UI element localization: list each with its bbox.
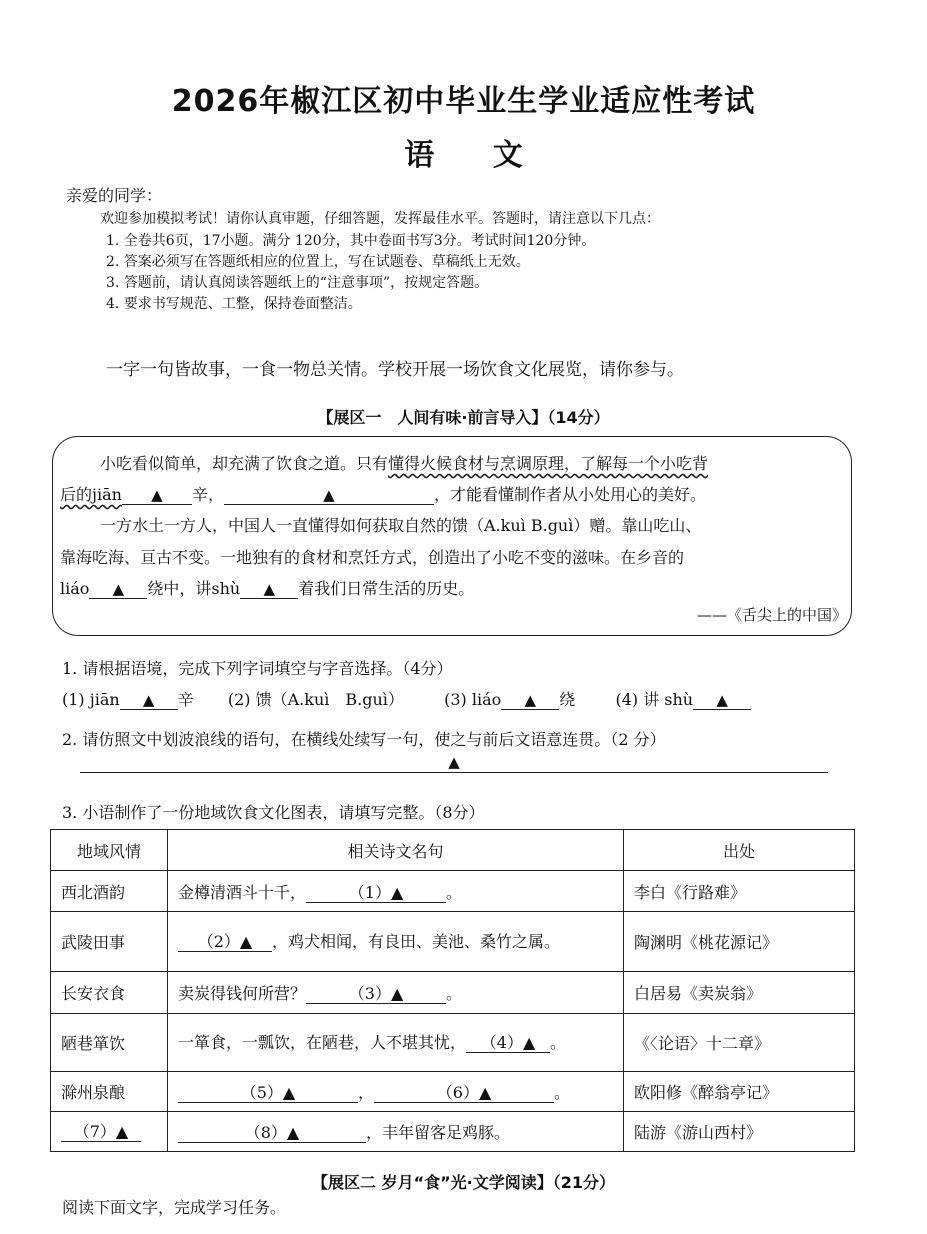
subject-title: 语 文 [404, 138, 523, 173]
answer-blank-4[interactable]: ▲ [693, 691, 751, 710]
blank-jian[interactable]: ▲ [122, 486, 192, 505]
table-header: 相关诗文名句 [168, 830, 624, 871]
passage-line-5: liáo ▲ 绕中，讲shù ▲ 着我们日常生活的历史。 [60, 579, 475, 598]
exam-title: 2026年椒江区初中毕业生学业适应性考试 [171, 84, 756, 119]
passage-line-3: 一方水土一方人，中国人一直懂得如何获取自然的馈（A.kuì B.guì）赠。靠山吃山、 [100, 516, 702, 535]
table-row: 陋巷箪饮 一箪食，一瓢饮，在陋巷，人不堪其忧， （4）▲ 。 《〈论语〉十二章》 [51, 1014, 855, 1072]
wavy-underline-text: 后的jiān [60, 485, 122, 504]
table-blank-7[interactable]: （7）▲ [61, 1123, 141, 1142]
question-1: 1. 请根据语境，完成下列字词填空与字音选择。（4分） [62, 659, 453, 678]
answer-blank-1[interactable]: ▲ [120, 691, 178, 710]
passage-line-4: 靠海吃海、亘古不变。一地独有的食材和烹饪方式，创造出了小吃不变的滋味。在乡音的 [60, 548, 685, 567]
blank-continuation[interactable]: ▲ [224, 486, 434, 505]
table-row: 滁州泉酿 （5）▲ ， （6）▲ 。 欧阳修《醉翁亭记》 [51, 1072, 855, 1112]
section2-heading: 【展区二 岁月“食”光·文学阅读】（21分） [312, 1173, 615, 1192]
table-blank-4[interactable]: （4）▲ [466, 1034, 550, 1053]
table-header-row [51, 830, 855, 871]
passage-source: ——《舌尖上的中国》 [696, 606, 847, 624]
table-blank-5[interactable]: （5）▲ [178, 1084, 358, 1103]
table-header: 地域风情 [51, 830, 168, 871]
rule-item: 4. 要求书写规范、工整，保持卷面整洁。 [106, 296, 362, 312]
blank-liao[interactable]: ▲ [89, 580, 147, 599]
table-blank-6[interactable]: （6）▲ [374, 1084, 554, 1103]
question-2: 2. 请仿照文中划波浪线的语句，在横线处续写一句，使之与前后文语意连贯。（2 分） [62, 730, 666, 749]
welcome-text: 欢迎参加模拟考试！请你认真审题，仔细答题，发挥最佳水平。答题时，请注意以下几点： [100, 211, 660, 227]
table-blank-1[interactable]: （1）▲ [306, 884, 446, 903]
rule-item: 3. 答题前，请认真阅读答题纸上的“注意事项”，按规定答题。 [106, 275, 489, 291]
question-3: 3. 小语制作了一份地域饮食文化图表，请填写完整。（8分） [62, 803, 485, 822]
intro-text: 一字一句皆故事，一食一物总关情。学校开展一场饮食文化展览，请你参与。 [106, 360, 684, 380]
answer-blank-3[interactable]: ▲ [501, 691, 559, 710]
section1-heading: 【展区一 人间有味·前言导入】（14分） [317, 408, 610, 427]
answer-line-q2[interactable]: ▲ [80, 752, 828, 773]
blank-shu[interactable]: ▲ [240, 580, 298, 599]
table-blank-2[interactable]: （2）▲ [178, 933, 272, 952]
section2-instruction: 阅读下面文字，完成学习任务。 [62, 1198, 287, 1217]
exam-rules [106, 231, 595, 315]
rule-item: 2. 答案必须写在答题纸相应的位置上，写在试题卷、草稿纸上无效。 [106, 254, 530, 270]
table-row: （7）▲ （8）▲ ，丰年留客足鸡豚。 陆游《游山西村》 [51, 1112, 855, 1152]
table-header: 出处 [624, 830, 855, 871]
rule-item: 1. 全卷共6页，17小题。满分 120分，其中卷面书写3分。考试时间120分钟。 [106, 233, 596, 249]
table-blank-3[interactable]: （3）▲ [306, 985, 446, 1004]
table-row: 武陵田事 （2）▲ ，鸡犬相闻，有良田、美池、桑竹之属。 陶渊明《桃花源记》 [51, 912, 855, 972]
passage-line-2: 后的jiān ▲ 辛， ▲ ，才能看懂制作者从小处用心的美好。 [60, 485, 706, 504]
passage-line-1: 小吃看似简单，却充满了饮食之道。只有懂得火候食材与烹调原理，了解每一个小吃背 [100, 454, 709, 473]
wavy-underline-text: 懂得火候食材与烹调原理，了解每一个小吃背 [388, 454, 709, 473]
food-culture-table [50, 829, 855, 1152]
question-1-items: (1) jiān ▲ 辛 (2) 馈（A.kuì B.guì） (3) liáo ▲ 绕 (4) 讲 shù ▲ [62, 687, 751, 710]
table-blank-8[interactable]: （8）▲ [178, 1124, 366, 1143]
greeting: 亲爱的同学： [66, 186, 163, 205]
table-row: 长安衣食 卖炭得钱何所营？ （3）▲ 。 白居易《卖炭翁》 [51, 972, 855, 1014]
table-row: 西北酒韵 金樽清酒斗十千， （1）▲ 。 李白《行路难》 [51, 871, 855, 912]
